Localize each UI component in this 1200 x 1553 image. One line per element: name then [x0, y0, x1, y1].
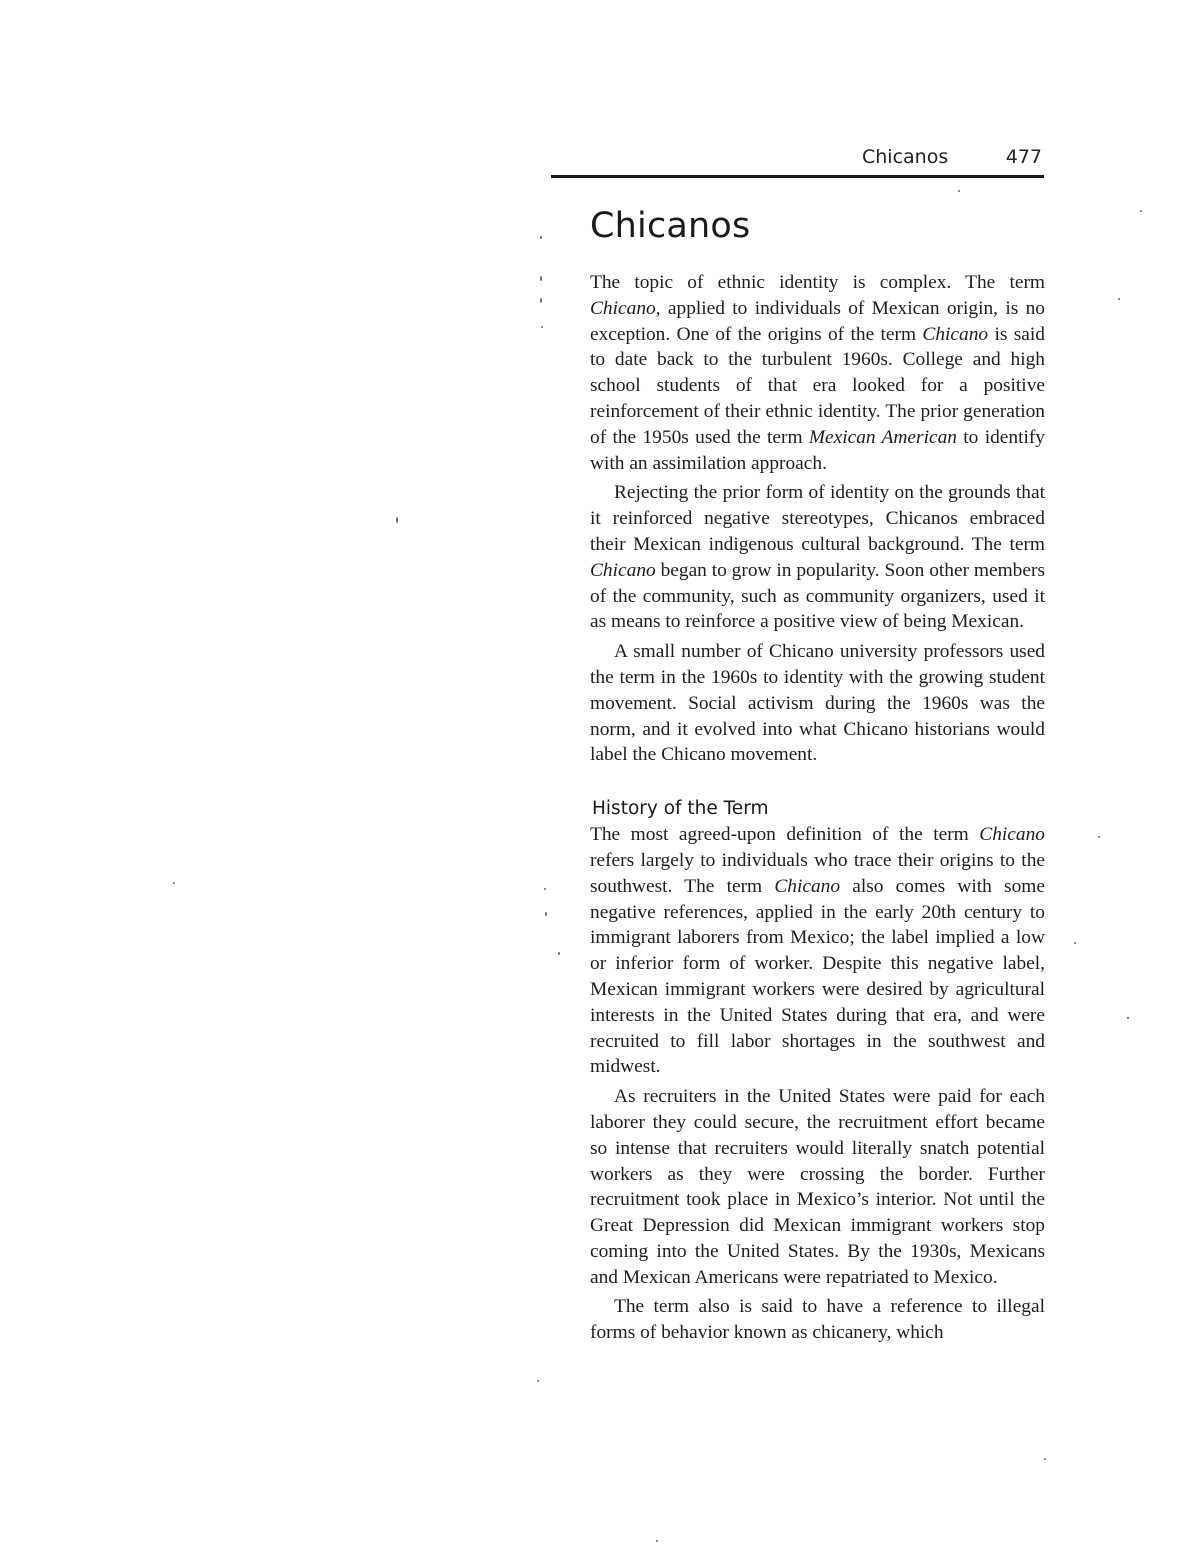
paragraph-recruiters: As recruiters in the United States were paid for each laborer they could secure, the recruitment effort became so intense that recruiters would literally snatch potential workers as they were crossing the border. Further recruitment took place in Mexico’s interior. Not until the Great Depression did Mexican immigrant workers stop coming into the United States. By the 1930s, Mexicans and Mexican Americans were repatriated to Mexico. — [590, 1086, 1045, 1288]
article-body — [590, 200, 1045, 1346]
scan-speck — [656, 1540, 658, 1542]
scan-speck — [540, 276, 542, 281]
paragraph-professors: A small number of Chicano university professors used the term in the 1960s to identity with the growing student movement. Social activism during the 1960s was the norm, and it evolved into what Chicano historians would label the Chicano movement. — [590, 641, 1045, 766]
p4-text-e: also comes with some negative references, applied in the early 20th century to immigrant laborers from Mexico; the label implied a low or inferior form of worker. Despite this negative label, Mexican immigrant workers were desired by agricultural interests in the United States during that era, and were recruited to fill labor shortages in the southwest and midwest. — [590, 875, 1045, 1078]
scan-speck — [540, 236, 542, 239]
header-rule — [551, 175, 1044, 178]
paragraph-chicanery: The term also is said to have a reference to illegal forms of behavior known as chicanery, which — [590, 1296, 1045, 1344]
running-head — [552, 146, 1044, 176]
p1-text-e: is said to date back to the turbulent 1960s. College and high school students of that era looked for a positive reinforcement of their ethnic identity. The prior generation of the 1950s used the term — [590, 323, 1045, 448]
p4-text-c: refers largely to individuals who trace their origins to the southwest. The term — [590, 849, 1045, 897]
running-head-title: Chicanos — [862, 146, 949, 168]
article-title: Chicanos — [590, 206, 751, 246]
scan-speck — [1140, 210, 1142, 212]
page-number: 477 — [1005, 146, 1042, 168]
p1-term-mexican-american: Mexican American — [808, 426, 957, 448]
p4-text-a: The most agreed-upon definition of the term — [590, 824, 980, 846]
scan-speck — [1127, 1017, 1129, 1019]
paragraph-rejecting — [590, 480, 1045, 635]
p2-text-c: began to grow in popularity. Soon other members of the community, such as community organizers, used it as means to reinforce a positive view of being Mexican. — [590, 559, 1045, 633]
section-heading-history: History of the Term — [592, 798, 769, 820]
p1-text-a: The topic of ethnic identity is complex. The term — [590, 272, 1045, 293]
scan-speck — [958, 190, 960, 192]
scan-speck — [1074, 942, 1076, 944]
scan-speck — [173, 882, 175, 884]
p4-term-chicano-2: Chicano — [774, 875, 841, 897]
scan-speck — [1044, 1458, 1046, 1460]
p2-text-a: Rejecting the prior form of identity on the grounds that it reinforced negative stereotypes, Chicanos embraced their Mexican indigenous cultural background. The term — [590, 482, 1045, 555]
p1-term-chicano-1: Chicano — [590, 297, 656, 319]
scan-speck — [537, 1380, 539, 1382]
paragraph-definition — [590, 822, 1045, 1080]
p1-text-c: , applied to individuals of Mexican origin, is no exception. One of the origins of the term — [590, 297, 1045, 345]
scan-speck — [1118, 298, 1120, 300]
p1-text-g: to identify with an assimilation approach. — [590, 426, 1045, 474]
scan-speck — [396, 517, 398, 523]
paragraph-intro — [590, 270, 1045, 476]
scan-speck — [558, 952, 560, 955]
scan-speck — [1098, 836, 1100, 838]
scan-speck — [541, 326, 543, 328]
scan-speck — [544, 888, 546, 890]
p4-term-chicano-1: Chicano — [979, 824, 1045, 846]
scan-speck — [540, 298, 542, 303]
scan-speck — [545, 912, 547, 916]
p2-term-chicano: Chicano — [590, 559, 656, 581]
p1-term-chicano-2: Chicano — [922, 323, 989, 345]
